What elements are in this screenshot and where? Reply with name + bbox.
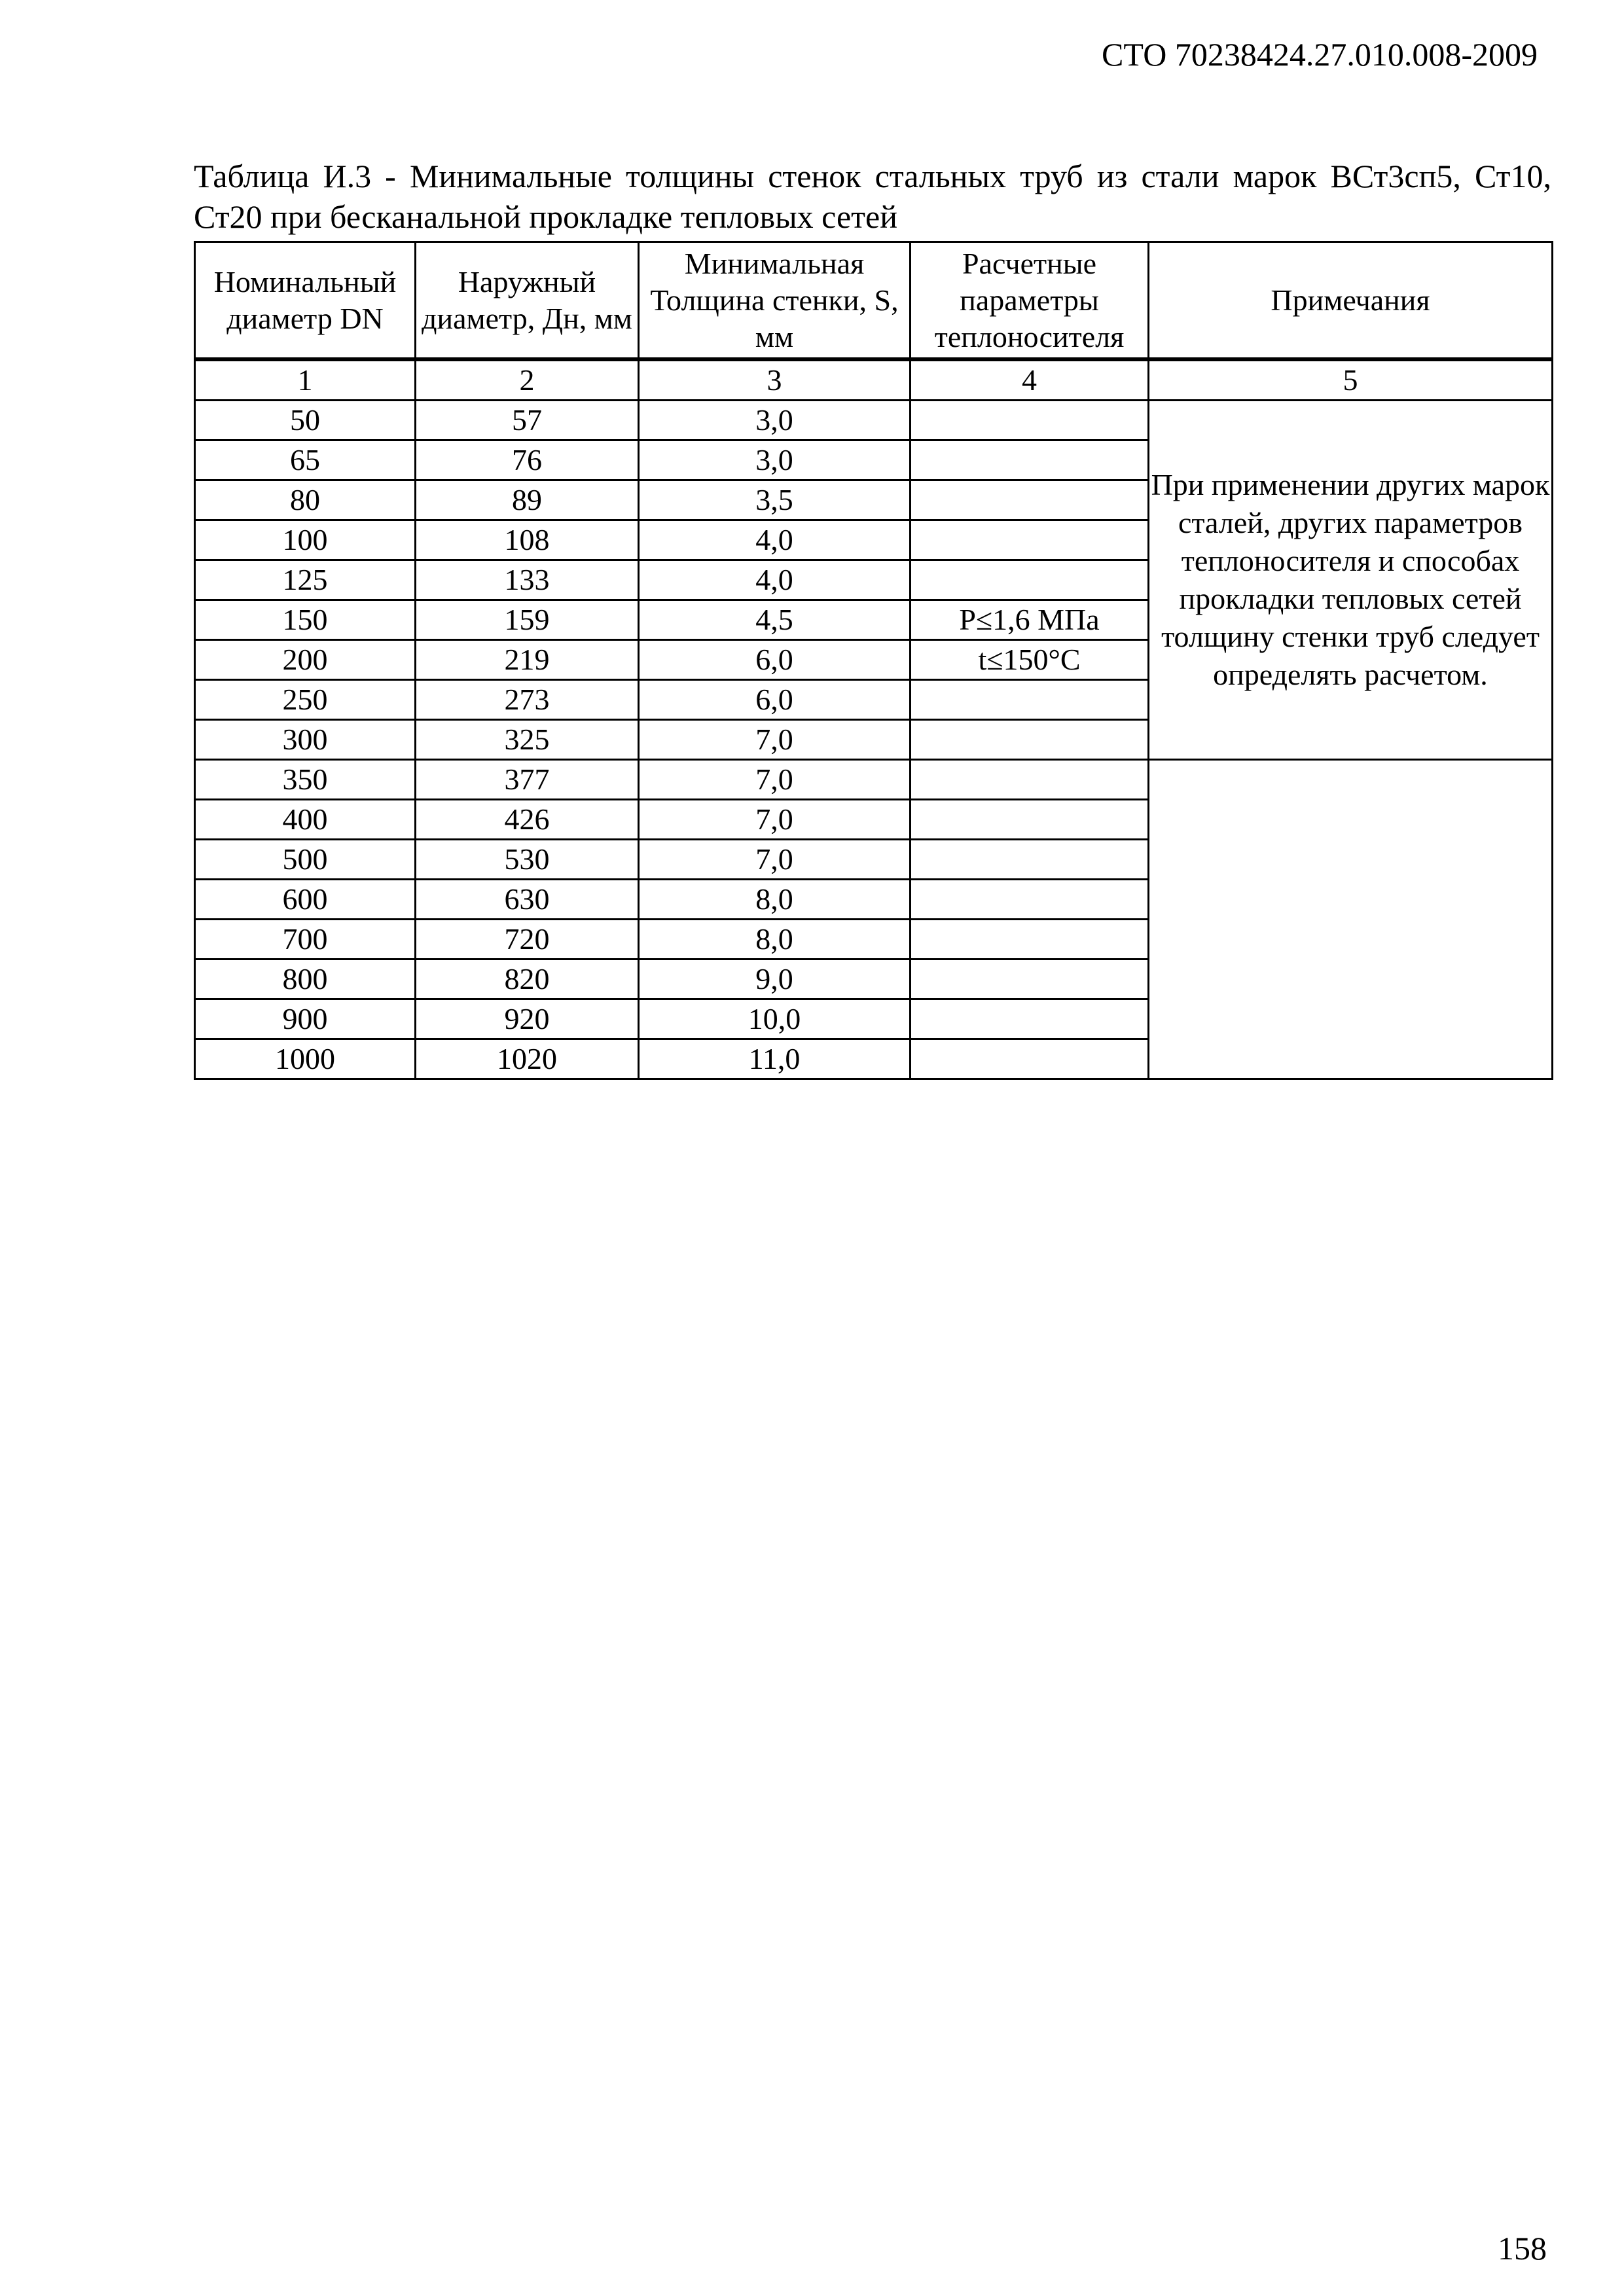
header-coolant-parameters: Расчетные параметры теплоносителя	[911, 242, 1149, 360]
column-number: 2	[416, 359, 639, 401]
cell-params-empty	[911, 960, 1149, 999]
cell-wall-thickness: 4,0	[639, 520, 911, 560]
table-caption: Таблица И.3 - Минимальные толщины стенок стальных труб из стали марок ВСт3сп5, Ст10, Ст20 при бесканальной прокладке тепловых сетей	[194, 158, 1551, 235]
cell-nominal-diameter: 800	[195, 960, 416, 999]
cell-outer-diameter: 820	[416, 960, 639, 999]
cell-nominal-diameter: 600	[195, 880, 416, 920]
header-outer-diameter: Наружный диаметр, Дн, мм	[416, 242, 639, 360]
cell-nominal-diameter: 400	[195, 800, 416, 840]
cell-wall-thickness: 7,0	[639, 760, 911, 800]
cell-wall-thickness: 11,0	[639, 1039, 911, 1079]
column-number: 1	[195, 359, 416, 401]
cell-note-empty	[1149, 760, 1553, 1079]
cell-wall-thickness: 3,0	[639, 440, 911, 480]
cell-nominal-diameter: 250	[195, 680, 416, 720]
cell-outer-diameter: 630	[416, 880, 639, 920]
cell-outer-diameter: 720	[416, 920, 639, 960]
cell-params-empty	[911, 520, 1149, 560]
cell-params-empty	[911, 401, 1149, 440]
cell-wall-thickness: 8,0	[639, 880, 911, 920]
cell-wall-thickness: 4,0	[639, 560, 911, 600]
cell-params-empty	[911, 720, 1149, 760]
cell-params-empty	[911, 999, 1149, 1039]
cell-outer-diameter: 426	[416, 800, 639, 840]
cell-params-empty	[911, 480, 1149, 520]
column-number: 3	[639, 359, 911, 401]
cell-params-empty	[911, 880, 1149, 920]
column-number: 5	[1149, 359, 1553, 401]
cell-wall-thickness: 7,0	[639, 840, 911, 880]
cell-outer-diameter: 159	[416, 600, 639, 640]
cell-params-empty	[911, 920, 1149, 960]
cell-wall-thickness: 3,5	[639, 480, 911, 520]
cell-params-empty	[911, 1039, 1149, 1079]
cell-outer-diameter: 273	[416, 680, 639, 720]
cell-wall-thickness: 8,0	[639, 920, 911, 960]
cell-nominal-diameter: 50	[195, 401, 416, 440]
cell-wall-thickness: 6,0	[639, 640, 911, 680]
cell-outer-diameter: 325	[416, 720, 639, 760]
cell-wall-thickness: 6,0	[639, 680, 911, 720]
cell-nominal-diameter: 80	[195, 480, 416, 520]
cell-nominal-diameter: 65	[195, 440, 416, 480]
cell-wall-thickness: 7,0	[639, 720, 911, 760]
cell-nominal-diameter: 500	[195, 840, 416, 880]
cell-params-empty	[911, 760, 1149, 800]
cell-params-empty	[911, 800, 1149, 840]
cell-nominal-diameter: 700	[195, 920, 416, 960]
cell-wall-thickness: 3,0	[639, 401, 911, 440]
cell-nominal-diameter: 150	[195, 600, 416, 640]
cell-outer-diameter: 377	[416, 760, 639, 800]
table-row	[195, 760, 1553, 800]
cell-outer-diameter: 108	[416, 520, 639, 560]
cell-nominal-diameter: 350	[195, 760, 416, 800]
cell-nominal-diameter: 125	[195, 560, 416, 600]
cell-outer-diameter: 530	[416, 840, 639, 880]
cell-nominal-diameter: 1000	[195, 1039, 416, 1079]
cell-params-empty	[911, 840, 1149, 880]
cell-outer-diameter: 57	[416, 401, 639, 440]
header-min-wall-thickness: Минимальная Толщина стенки, S, мм	[639, 242, 911, 360]
cell-outer-diameter: 76	[416, 440, 639, 480]
cell-nominal-diameter: 100	[195, 520, 416, 560]
cell-outer-diameter: 920	[416, 999, 639, 1039]
cell-outer-diameter: 89	[416, 480, 639, 520]
table-row	[195, 401, 1553, 440]
cell-outer-diameter: 219	[416, 640, 639, 680]
header-nominal-diameter: Номинальный диаметр DN	[195, 242, 416, 360]
page-number: 158	[1498, 2230, 1547, 2267]
cell-wall-thickness: 4,5	[639, 600, 911, 640]
cell-outer-diameter: 1020	[416, 1039, 639, 1079]
cell-nominal-diameter: 900	[195, 999, 416, 1039]
cell-nominal-diameter: 300	[195, 720, 416, 760]
cell-wall-thickness: 7,0	[639, 800, 911, 840]
cell-params-empty	[911, 680, 1149, 720]
column-number: 4	[911, 359, 1149, 401]
wall-thickness-table	[194, 241, 1553, 1080]
document-code: СТО 70238424.27.010.008-2009	[1102, 36, 1538, 73]
cell-outer-diameter: 133	[416, 560, 639, 600]
cell-nominal-diameter: 200	[195, 640, 416, 680]
cell-params-empty	[911, 440, 1149, 480]
cell-note: При применении других марок сталей, других параметров теплоносителя и способах прокладки тепловых сетей толщину стенки труб следует определять расчетом.	[1149, 401, 1553, 760]
cell-pressure-param: P≤1,6 МПа	[911, 600, 1149, 640]
header-notes: Примечания	[1149, 242, 1553, 360]
cell-wall-thickness: 10,0	[639, 999, 911, 1039]
cell-temperature-param: t≤150°C	[911, 640, 1149, 680]
cell-wall-thickness: 9,0	[639, 960, 911, 999]
cell-params-empty	[911, 560, 1149, 600]
